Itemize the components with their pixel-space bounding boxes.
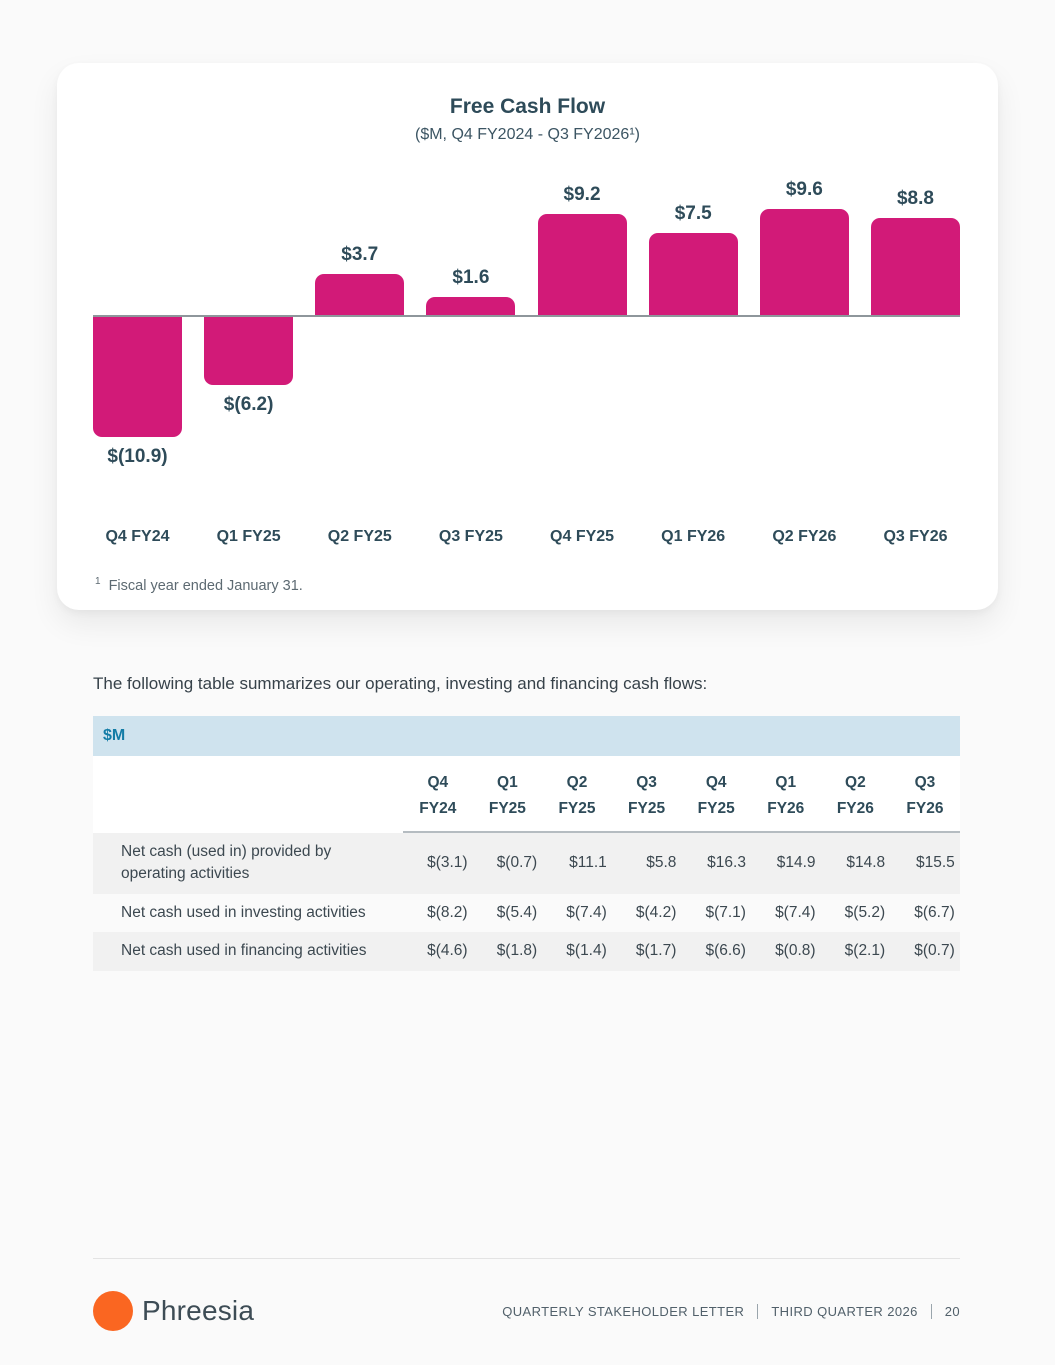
x-axis-label: Q1 FY26	[661, 528, 726, 545]
table-cell: $(1.7)	[635, 942, 677, 960]
bar-q4-fy25	[538, 214, 627, 315]
table-cell: $(5.4)	[496, 903, 538, 921]
bar-value-label: $9.2	[563, 183, 601, 205]
table-cell: $(0.7)	[914, 942, 955, 960]
bar-q3-fy25	[426, 297, 515, 315]
phreesia-brand	[93, 1291, 254, 1331]
table-cell: $14.8	[846, 854, 886, 872]
x-axis-label: Q4 FY25	[550, 528, 615, 545]
table-cell: $14.9	[776, 854, 816, 872]
bar-value-label: $9.6	[785, 179, 823, 201]
row-label: Net cash used in investing activities	[121, 903, 366, 921]
column-header: Q4 FY24	[419, 774, 457, 818]
bar-value-label: $8.8	[896, 188, 934, 210]
table-cell: $(3.1)	[427, 854, 468, 872]
x-axis-label: Q4 FY24	[105, 528, 170, 545]
row-label: Net cash (used in) provided by operating activities	[121, 842, 332, 883]
bar-value-label: $3.7	[341, 244, 379, 266]
table-unit-header-bar	[93, 716, 960, 756]
chart-x-axis	[93, 528, 960, 550]
footer-quarter: THIRD QUARTER 2026	[771, 1303, 918, 1319]
bar-value-label: $(10.9)	[107, 445, 168, 467]
cash-flow-table	[93, 716, 960, 971]
column-header: Q2 FY26	[836, 774, 874, 818]
chart-title: Free Cash Flow	[449, 95, 606, 118]
table-body	[93, 833, 960, 971]
table-cell: $(2.1)	[844, 942, 886, 960]
footer-page-number: 20	[944, 1303, 960, 1319]
bar-value-label: $7.5	[674, 202, 712, 224]
footnote-superscript: 1	[95, 576, 101, 587]
table-row	[93, 932, 960, 970]
table-cell: $(6.7)	[914, 903, 955, 921]
bar-q3-fy26	[871, 218, 960, 315]
table-cell: $(7.1)	[705, 903, 746, 921]
chart-plot	[93, 168, 960, 468]
table-row	[93, 833, 960, 894]
table-cell: $(6.6)	[705, 942, 746, 960]
column-header: Q4 FY25	[697, 774, 735, 818]
bar-q1-fy26	[649, 233, 738, 316]
table-header-spacer	[93, 770, 403, 823]
table-unit-label: $M	[103, 727, 126, 744]
bar-q1-fy25	[204, 317, 293, 385]
table-cell: $(7.4)	[775, 903, 816, 921]
table-header-underline	[403, 831, 960, 833]
x-axis-label: Q1 FY25	[216, 528, 281, 545]
table-cell: $(1.4)	[566, 942, 607, 960]
table-cell: $11.1	[569, 854, 607, 872]
bar-value-label: $(6.2)	[223, 394, 274, 416]
footer-separator	[757, 1304, 758, 1319]
column-header: Q1 FY26	[767, 774, 805, 818]
phreesia-wordmark: Phreesia	[142, 1295, 255, 1326]
footer-letter-title: QUARTERLY STAKEHOLDER LETTER	[502, 1303, 745, 1319]
table-cell: $(8.2)	[427, 903, 468, 921]
table-cell: $(4.2)	[635, 903, 677, 921]
table-cell: $(4.6)	[427, 942, 468, 960]
x-axis-label: Q2 FY25	[327, 528, 392, 545]
table-cell: $(0.8)	[775, 942, 816, 960]
footnote-text: Fiscal year ended January 31.	[108, 577, 303, 594]
table-intro-text: The following table summarizes our operating, investing and financing cash flows:	[93, 674, 708, 693]
table-cell: $16.3	[707, 854, 746, 872]
x-axis-label: Q3 FY26	[883, 528, 948, 545]
table-cell: $(7.4)	[566, 903, 607, 921]
x-axis-label: Q3 FY25	[438, 528, 503, 545]
chart-footnote	[95, 576, 998, 594]
table-cell: $5.8	[646, 854, 677, 872]
row-label: Net cash used in financing activities	[121, 942, 367, 960]
table-cell: $(5.2)	[844, 903, 886, 921]
page-footer	[93, 1287, 960, 1335]
footer-meta	[502, 1304, 960, 1319]
x-axis-label: Q2 FY26	[772, 528, 837, 545]
table-row	[93, 894, 960, 932]
column-header: Q3 FY25	[628, 774, 666, 818]
bar-value-label: $1.6	[452, 267, 490, 289]
table-header-row	[93, 756, 960, 833]
free-cash-flow-chart-card	[57, 63, 998, 610]
table-cell: $15.5	[915, 854, 955, 872]
bar-q4-fy24	[93, 317, 182, 437]
table-cell: $(1.8)	[496, 942, 538, 960]
column-header: Q2 FY25	[558, 774, 596, 818]
footer-divider	[93, 1258, 960, 1259]
column-header: Q1 FY25	[488, 774, 526, 818]
bar-q2-fy26	[760, 209, 849, 315]
chart-subtitle: ($M, Q4 FY2024 - Q3 FY2026¹)	[415, 126, 640, 143]
bar-q2-fy25	[315, 274, 404, 315]
table-cell: $(0.7)	[496, 854, 538, 872]
footer-separator	[931, 1304, 932, 1319]
column-header: Q3 FY26	[906, 774, 944, 818]
phreesia-logo-icon	[93, 1291, 133, 1331]
